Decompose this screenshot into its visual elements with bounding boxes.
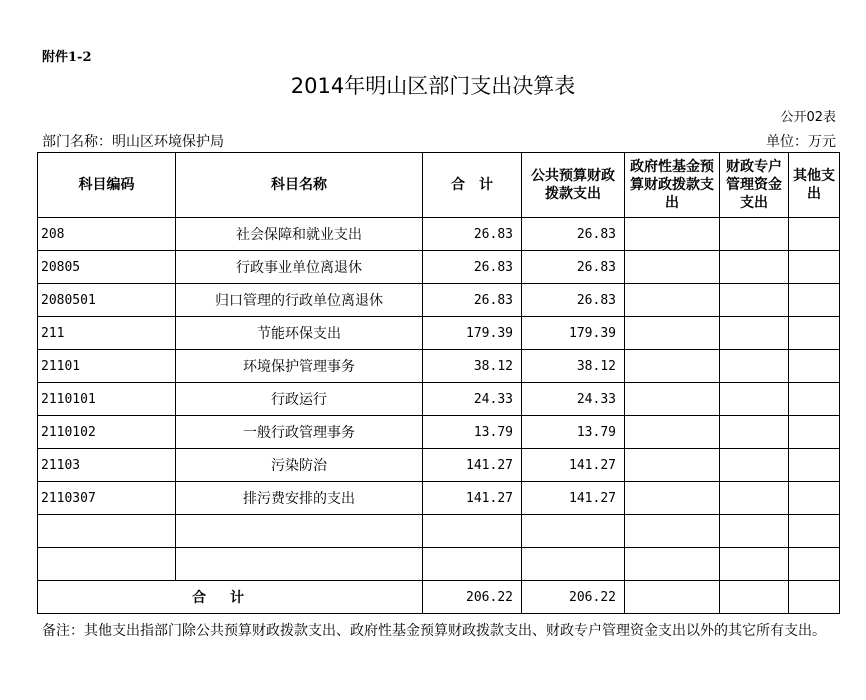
cell-other xyxy=(789,284,840,317)
cell-other xyxy=(789,548,840,581)
cell-fund xyxy=(625,515,720,548)
cell-code: 21103 xyxy=(38,449,176,482)
cell-fund xyxy=(625,548,720,581)
total-sum: 206.22 xyxy=(423,581,522,614)
cell-public xyxy=(522,515,625,548)
cell-special xyxy=(720,218,789,251)
cell-special xyxy=(720,383,789,416)
cell-special xyxy=(720,515,789,548)
header-special-account: 财政专户管理资金支出 xyxy=(720,153,789,218)
cell-name: 节能环保支出 xyxy=(176,317,423,350)
table-row xyxy=(38,548,840,581)
total-public: 206.22 xyxy=(522,581,625,614)
cell-other xyxy=(789,482,840,515)
cell-code: 208 xyxy=(38,218,176,251)
cell-fund xyxy=(625,416,720,449)
cell-special xyxy=(720,548,789,581)
cell-name: 行政事业单位离退休 xyxy=(176,251,423,284)
header-gov-fund: 政府性基金预算财政拨款支出 xyxy=(625,153,720,218)
cell-other xyxy=(789,251,840,284)
table-row xyxy=(38,317,840,350)
cell-other xyxy=(789,350,840,383)
table-row xyxy=(38,515,840,548)
cell-fund xyxy=(625,383,720,416)
cell-total: 26.83 xyxy=(423,218,522,251)
cell-special xyxy=(720,482,789,515)
cell-special xyxy=(720,350,789,383)
cell-total: 141.27 xyxy=(423,449,522,482)
cell-fund xyxy=(625,251,720,284)
unit-label: 单位：万元 xyxy=(766,134,836,150)
cell-other xyxy=(789,317,840,350)
table-header-row xyxy=(38,153,840,218)
total-other xyxy=(789,581,840,614)
cell-name: 行政运行 xyxy=(176,383,423,416)
cell-public: 26.83 xyxy=(522,218,625,251)
cell-name xyxy=(176,548,423,581)
total-row xyxy=(38,581,840,614)
cell-code: 20805 xyxy=(38,251,176,284)
cell-other xyxy=(789,449,840,482)
cell-total xyxy=(423,548,522,581)
table-row xyxy=(38,482,840,515)
cell-name: 排污费安排的支出 xyxy=(176,482,423,515)
header-total: 合 计 xyxy=(423,153,522,218)
page-title: 2014年明山区部门支出决算表 xyxy=(290,74,576,98)
table-row xyxy=(38,449,840,482)
cell-name: 污染防治 xyxy=(176,449,423,482)
cell-fund xyxy=(625,317,720,350)
table-row xyxy=(38,350,840,383)
header-code: 科目编码 xyxy=(38,153,176,218)
cell-public: 26.83 xyxy=(522,251,625,284)
cell-total: 24.33 xyxy=(423,383,522,416)
cell-total: 26.83 xyxy=(423,251,522,284)
cell-other xyxy=(789,383,840,416)
cell-fund xyxy=(625,449,720,482)
form-code: 公开02表 xyxy=(780,110,836,125)
cell-code: 2080501 xyxy=(38,284,176,317)
cell-fund xyxy=(625,218,720,251)
cell-special xyxy=(720,416,789,449)
cell-name: 环境保护管理事务 xyxy=(176,350,423,383)
cell-name xyxy=(176,515,423,548)
table-row xyxy=(38,284,840,317)
cell-public xyxy=(522,548,625,581)
cell-name: 社会保障和就业支出 xyxy=(176,218,423,251)
cell-special xyxy=(720,251,789,284)
cell-code: 2110307 xyxy=(38,482,176,515)
table-row xyxy=(38,251,840,284)
cell-public: 24.33 xyxy=(522,383,625,416)
expenditure-table xyxy=(37,152,840,614)
header-public-budget: 公共预算财政拨款支出 xyxy=(522,153,625,218)
cell-code: 21101 xyxy=(38,350,176,383)
cell-total: 38.12 xyxy=(423,350,522,383)
total-label: 合计 xyxy=(38,581,423,614)
cell-total: 179.39 xyxy=(423,317,522,350)
cell-name: 归口管理的行政单位离退休 xyxy=(176,284,423,317)
department-name: 部门名称：明山区环境保护局 xyxy=(42,134,224,150)
cell-name: 一般行政管理事务 xyxy=(176,416,423,449)
cell-public: 141.27 xyxy=(522,449,625,482)
cell-special xyxy=(720,317,789,350)
footnote: 备注：其他支出指部门除公共预算财政拨款支出、政府性基金预算财政拨款支出、财政专户管理资金支出以外的其它所有支出。 xyxy=(42,623,826,639)
cell-total: 26.83 xyxy=(423,284,522,317)
cell-public: 179.39 xyxy=(522,317,625,350)
total-fund xyxy=(625,581,720,614)
cell-fund xyxy=(625,482,720,515)
cell-public: 38.12 xyxy=(522,350,625,383)
cell-other xyxy=(789,218,840,251)
cell-public: 26.83 xyxy=(522,284,625,317)
cell-code xyxy=(38,548,176,581)
cell-code: 2110102 xyxy=(38,416,176,449)
table-row xyxy=(38,218,840,251)
cell-public: 13.79 xyxy=(522,416,625,449)
cell-other xyxy=(789,515,840,548)
cell-public: 141.27 xyxy=(522,482,625,515)
cell-total: 13.79 xyxy=(423,416,522,449)
table-row xyxy=(38,383,840,416)
header-other: 其他支出 xyxy=(789,153,840,218)
cell-special xyxy=(720,284,789,317)
cell-total xyxy=(423,515,522,548)
header-name: 科目名称 xyxy=(176,153,423,218)
cell-fund xyxy=(625,284,720,317)
cell-special xyxy=(720,449,789,482)
total-special xyxy=(720,581,789,614)
cell-total: 141.27 xyxy=(423,482,522,515)
cell-other xyxy=(789,416,840,449)
cell-code: 2110101 xyxy=(38,383,176,416)
cell-code xyxy=(38,515,176,548)
cell-fund xyxy=(625,350,720,383)
attachment-label: 附件1-2 xyxy=(42,50,92,65)
table-row xyxy=(38,416,840,449)
cell-code: 211 xyxy=(38,317,176,350)
